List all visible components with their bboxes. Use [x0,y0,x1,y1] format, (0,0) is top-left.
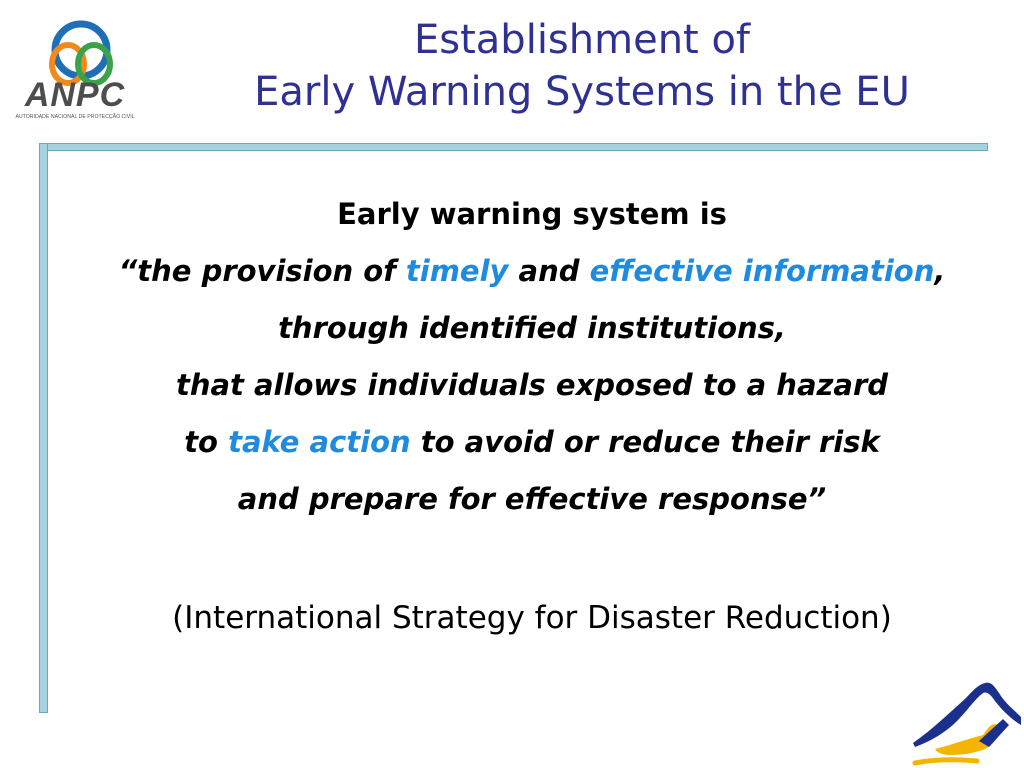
anpc-logo [8,14,142,124]
logo-wordmark: ANPC [24,76,126,114]
logo-tagline: AUTORIDADE NACIONAL DE PROTECÇÃO CIVIL [15,114,135,120]
title-line-2: Early Warning Systems in the EU [254,69,910,115]
definition-line-4 [60,414,1004,471]
highlight-timely: timely [405,254,509,288]
definition-line-3: that allows individuals exposed to a hazard [175,368,889,402]
comma: , [934,254,946,288]
open-quote: “ [118,254,138,288]
swoosh-icon [915,760,977,763]
close-quote: ” [807,482,827,516]
peak-icon [979,719,1009,747]
definition-text: the provision of [137,254,406,288]
source-citation: (International Strategy for Disaster Reduction) [172,600,892,636]
definition-text: to avoid or reduce their risk [410,425,880,459]
definition-text: and [508,254,590,288]
slide-title [200,14,964,118]
definition-text: and prepare for effective response [237,482,808,516]
definition-text: to [184,425,229,459]
highlight-effective-information: effective information [589,254,935,288]
definition-line-2: through identified institutions, [278,311,786,345]
highlight-take-action: take action [228,425,411,459]
definition-line-5 [60,471,1004,528]
definition-block [60,186,1004,528]
mountain-logo [905,677,1024,768]
title-line-1: Establishment of [414,17,750,63]
left-rule [39,143,48,713]
top-rule [40,143,988,151]
definition-line-1 [60,243,1004,300]
definition-heading: Early warning system is [337,197,727,231]
mountain-icon [913,683,1021,747]
